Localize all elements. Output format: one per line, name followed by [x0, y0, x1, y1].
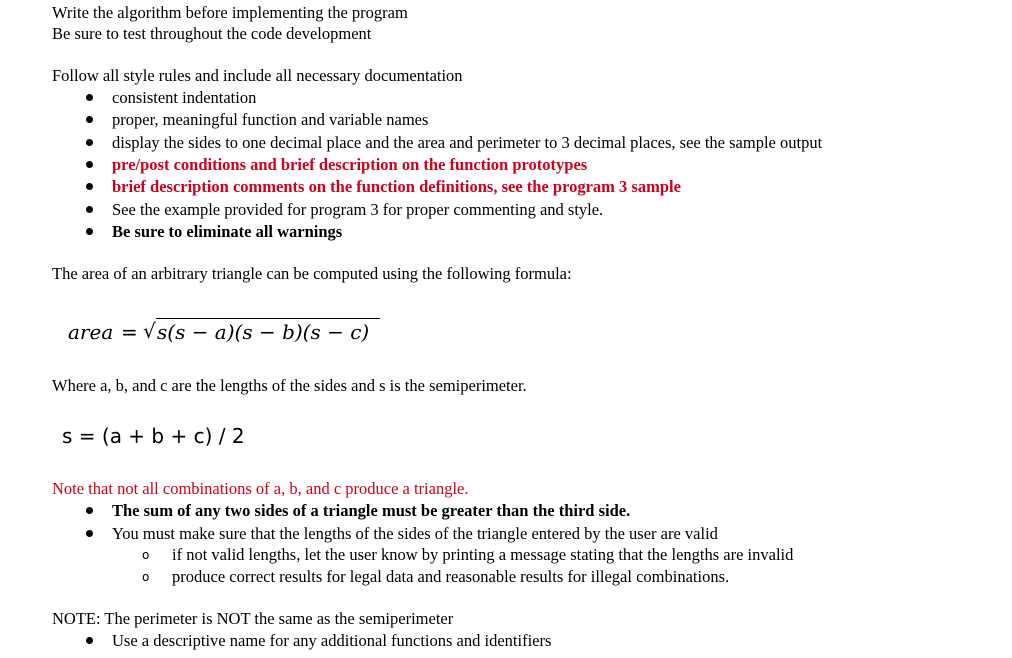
- bullet-icon: [86, 161, 93, 168]
- style-rules-heading: Follow all style rules and include all necessary documentation: [52, 66, 463, 85]
- bullet-icon: [86, 139, 93, 146]
- bullet-icon: [86, 94, 93, 101]
- triangle-note: Note that not all combinations of a, b, and c produce a triangle.: [52, 479, 469, 498]
- formula-equals: =: [121, 320, 138, 344]
- perimeter-note: NOTE: The perimeter is NOT the same as the semiperimeter: [52, 609, 454, 628]
- sub-list-item: if not valid lengths, let the user know by printing a message stating that the lengths are invalid: [172, 545, 794, 564]
- bullet-icon: [86, 637, 93, 644]
- circle-bullet-icon: o: [142, 548, 150, 562]
- sub-list-item: produce correct results for legal data and reasonable results for illegal combinations.: [172, 567, 730, 586]
- area-intro: The area of an arbitrary triangle can be computed using the following formula:: [52, 264, 572, 283]
- list-item: See the example provided for program 3 for proper commenting and style.: [112, 200, 604, 219]
- list-item: Be sure to eliminate all warnings: [112, 222, 343, 241]
- sqrt-overbar: [156, 318, 380, 319]
- list-item: consistent indentation: [112, 88, 257, 107]
- list-item: The sum of any two sides of a triangle must be greater than the third side.: [112, 501, 631, 520]
- bullet-icon: [86, 116, 93, 123]
- intro-line-2: Be sure to test throughout the code development: [52, 24, 372, 43]
- bullet-icon: [86, 530, 93, 537]
- circle-bullet-icon: o: [142, 570, 150, 584]
- list-item: proper, meaningful function and variable names: [112, 110, 429, 129]
- list-item: brief description comments on the function definitions, see the program 3 sample: [112, 177, 681, 196]
- formula-lhs: area: [68, 320, 114, 344]
- list-item: You must make sure that the lengths of the sides of the triangle entered by the user are valid: [112, 524, 718, 543]
- list-item: display the sides to one decimal place and the area and perimeter to 3 decimal places, see the sample output: [112, 133, 823, 152]
- bullet-icon: [86, 228, 93, 235]
- bullet-icon: [86, 183, 93, 190]
- list-item: Use a descriptive name for any additional functions and identifiers: [112, 631, 552, 650]
- formula-radicand: s(s − a)(s − b)(s − c): [157, 320, 370, 344]
- list-item: pre/post conditions and brief description on the function prototypes: [112, 155, 588, 174]
- sqrt-icon: √: [143, 319, 156, 343]
- where-text: Where a, b, and c are the lengths of the sides and s is the semiperimeter.: [52, 376, 527, 395]
- semiperimeter-formula: s = (a + b + c) / 2: [62, 424, 245, 448]
- bullet-icon: [86, 206, 93, 213]
- intro-line-1: Write the algorithm before implementing the program: [52, 3, 408, 22]
- bullet-icon: [86, 507, 93, 514]
